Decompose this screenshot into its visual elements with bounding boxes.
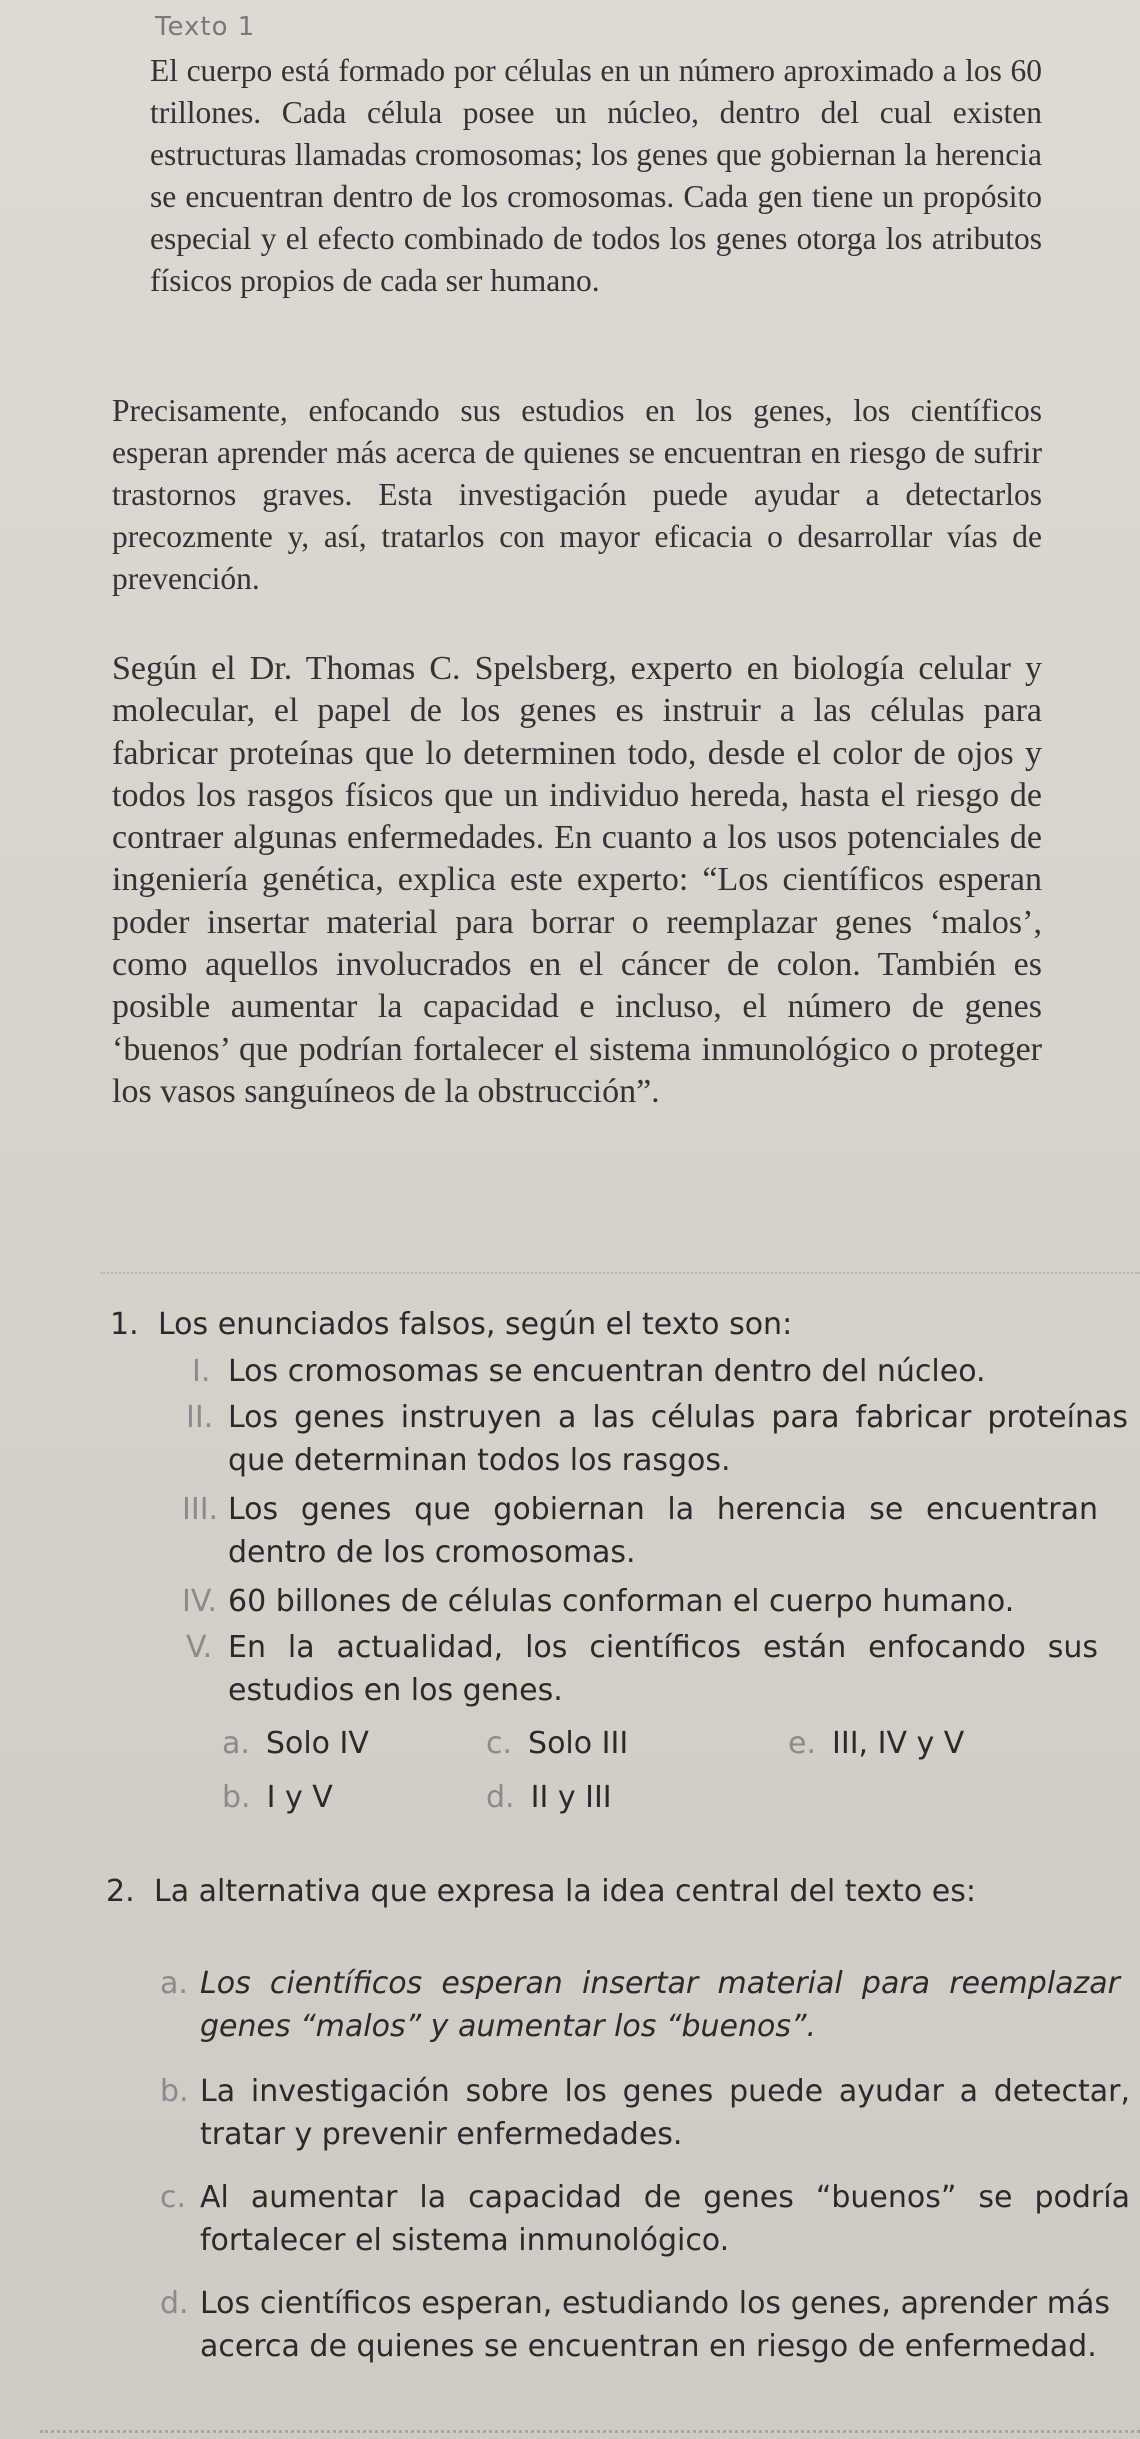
idea-option-a[interactable]: Los científicos esperan insertar material para reemplazar genes “malos” y aumentar los “buenos”. [200, 1966, 1120, 2044]
passage-paragraph-1: El cuerpo está formado por células en un número aproximado a los 60 trillones. Cada célula posee un núcleo, dentro del cual existen estructuras llamadas cromosomas; los genes que gobiernan la herencia se encuentran dentro de los cromosomas. Cada gen tiene un propósito especial y el efecto combinado de todos los genes otorga los atributos físicos propios de cada ser humano. [150, 53, 1042, 298]
option-a[interactable] [222, 1724, 369, 1764]
option-letter: e. [788, 1726, 816, 1761]
option-text: II y III [530, 1780, 612, 1815]
option-letter: a. [222, 1726, 250, 1761]
passage-title: Texto 1 [155, 12, 256, 42]
option-letter: c. [486, 1726, 513, 1761]
passage-paragraph-3: Según el Dr. Thomas C. Spelsberg, experto en biología celular y molecular, el papel de los genes es instruir a las células para fabricar proteínas que lo determinen todo, desde el color de ojos y todos los rasgos físicos que un individuo hereda, hasta el riesgo de contraer algunas enfermedades. En cuanto a los usos potenciales de ingeniería genética, explica este experto: “Los científicos esperan poder insertar material para borrar o reemplazar genes ‘malos’, como aquellos involucrados en el cáncer de colon. También es posible aumentar la capacidad e incluso, el número de genes ‘buenos’ que podrían fortalecer el sistema inmunológico o proteger los vasos sanguíneos de la obstrucción”. [112, 650, 1042, 1110]
statement-mark: III. [182, 1492, 219, 1527]
option-text: III, IV y V [832, 1726, 965, 1761]
option-letter: b. [222, 1780, 251, 1815]
option-letter: b. [160, 2074, 189, 2109]
option-text: Solo IV [265, 1726, 369, 1761]
option-text: Solo III [528, 1726, 629, 1761]
statement-3[interactable]: Los genes que gobiernan la herencia se encuentran dentro de los cromosomas. [228, 1492, 1098, 1570]
statement-mark: V. [186, 1630, 213, 1665]
option-e[interactable] [788, 1724, 964, 1764]
statement-mark: I. [192, 1354, 211, 1389]
bottom-divider [40, 2430, 1140, 2433]
passage-paragraph-2: Precisamente, enfocando sus estudios en los genes, los científicos esperan aprender más acerca de quienes se encuentran en riesgo de sufrir trastornos graves. Esta investigación puede ayudar a detectarlos precozmente y, así, tratarlos con mayor eficacia o desarrollar vías de prevención. [112, 393, 1042, 596]
idea-option-c[interactable]: Al aumentar la capacidad de genes “buenos” se podría fortalecer el sistema inmunológico. [200, 2180, 1130, 2258]
statement-mark: II. [186, 1400, 214, 1435]
option-letter: c. [160, 2180, 187, 2215]
statement-5[interactable]: En la actualidad, los científicos están enfocando sus estudios en los genes. [228, 1630, 1098, 1708]
question-2-number: 2. [106, 1874, 135, 1909]
statement-4[interactable]: 60 billones de células conforman el cuerpo humano. [228, 1584, 1015, 1619]
option-d[interactable] [486, 1778, 612, 1818]
question-2-stem: La alternativa que expresa la idea central del texto es: [154, 1874, 976, 1909]
question-1-number: 1. [110, 1307, 139, 1342]
idea-option-d[interactable]: Los científicos esperan, estudiando los genes, aprender más acerca de quienes se encuentran en riesgo de enfermedad. [200, 2286, 1110, 2364]
statement-1[interactable]: Los cromosomas se encuentran dentro del núcleo. [228, 1354, 986, 1389]
option-c[interactable] [486, 1724, 628, 1764]
statement-2[interactable]: Los genes instruyen a las células para fabricar proteínas que determinan todos los rasgos. [228, 1400, 1128, 1478]
option-text: I y V [266, 1780, 333, 1815]
statement-mark: IV. [182, 1584, 218, 1619]
question-1-stem: Los enunciados falsos, según el texto son: [158, 1307, 793, 1342]
option-letter: a. [160, 1966, 188, 2001]
option-letter: d. [160, 2286, 189, 2321]
section-divider [100, 1272, 1140, 1274]
option-b[interactable] [222, 1778, 333, 1818]
option-letter: d. [486, 1780, 515, 1815]
idea-option-b[interactable]: La investigación sobre los genes puede ayudar a detectar, tratar y prevenir enfermedades. [200, 2074, 1130, 2152]
